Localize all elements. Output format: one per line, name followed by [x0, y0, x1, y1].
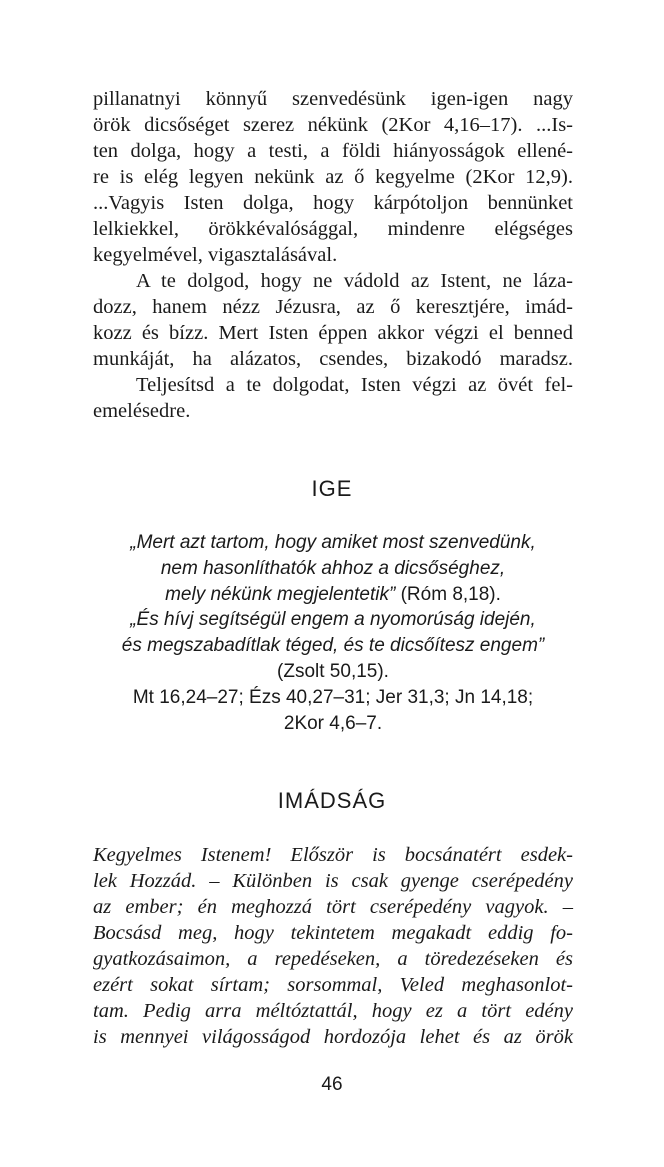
prayer-line: gyatkozásaimon, a repedéseken, a töredezéseken és [93, 948, 573, 970]
text-line: munkáját, ha alázatos, csendes, bizakodó maradsz. [93, 348, 573, 370]
text-line: ten dolga, hogy a testi, a földi hiányosságok ellené- [93, 140, 573, 162]
text-line: pillanatnyi könnyű szenvedésünk igen-igen nagy [93, 88, 573, 110]
prayer-line: Kegyelmes Istenem! Először is bocsánatért esdek- [93, 844, 573, 866]
quote-line: „És hívj segítségül engem a nyomorúság idején, [130, 609, 536, 631]
text-line: lelkiekkel, örökkévalósággal, mindenre elégséges [93, 218, 573, 240]
text-line: re is elég legyen nekünk az ő kegyelme (2Kor 12,9). [93, 166, 573, 188]
prayer-line: az ember; én meghozzá tört cserépedény vagyok. – [93, 896, 573, 918]
prayer-line: Bocsásd meg, hogy tekintetem megakadt eddig fo- [93, 922, 573, 944]
text-line: ...Vagyis Isten dolga, hogy kárpótoljon bennünket [93, 192, 573, 214]
prayer-line: lek Hozzád. – Különben is csak gyenge cserépedény [93, 870, 573, 892]
quote-line: „Mert azt tartom, hogy amiket most szenvedünk, [130, 532, 536, 553]
scripture-reference: (Zsolt 50,15). [277, 660, 389, 682]
scripture-quote [93, 530, 573, 736]
text-line: kegyelmével, vigasztalásával. [93, 244, 338, 266]
quote-line [93, 582, 573, 608]
prayer-line: is mennyei világosságod hordozója lehet és az örök [93, 1026, 573, 1048]
scripture-reference: (Róm 8,18). [395, 583, 501, 605]
ige-heading: IGE [311, 476, 353, 501]
reading-references: 2Kor 4,6–7. [283, 712, 383, 734]
prayer-text [93, 842, 573, 1050]
text-line: Teljesítsd a te dolgodat, Isten végzi az övét fel- [136, 374, 573, 396]
text-line: kozz és bízz. Mert Isten éppen akkor végzi el benned [93, 322, 573, 344]
text-line: A te dolgod, hogy ne vádold az Istent, ne láza- [136, 270, 573, 292]
imadsag-heading: IMÁDSÁG [277, 788, 387, 813]
prayer-line: tam. Pedig arra méltóztattál, hogy ez a tört edény [93, 1000, 573, 1022]
text-line: örök dicsőséget szerez nékünk (2Kor 4,16–17). ...Is- [93, 114, 573, 136]
page-number: 46 [321, 1074, 343, 1095]
quote-line: és megszabadítlak téged, és te dicsőítesz engem” [121, 635, 545, 657]
text-line: emelésedre. [93, 400, 191, 422]
quote-line: nem hasonlíthatók ahhoz a dicsőséghez, [160, 557, 506, 579]
devotional-text [93, 86, 573, 424]
quote-text: mely nékünk megjelentetik” [165, 583, 396, 605]
text-line: dozz, hanem nézz Jézusra, az ő keresztjére, imád- [93, 296, 573, 318]
reading-references: Mt 16,24–27; Ézs 40,27–31; Jer 31,3; Jn 14,18; [132, 686, 534, 708]
prayer-line: ezért sokat sírtam; sorsommal, Veled meghasonlot- [93, 974, 573, 996]
